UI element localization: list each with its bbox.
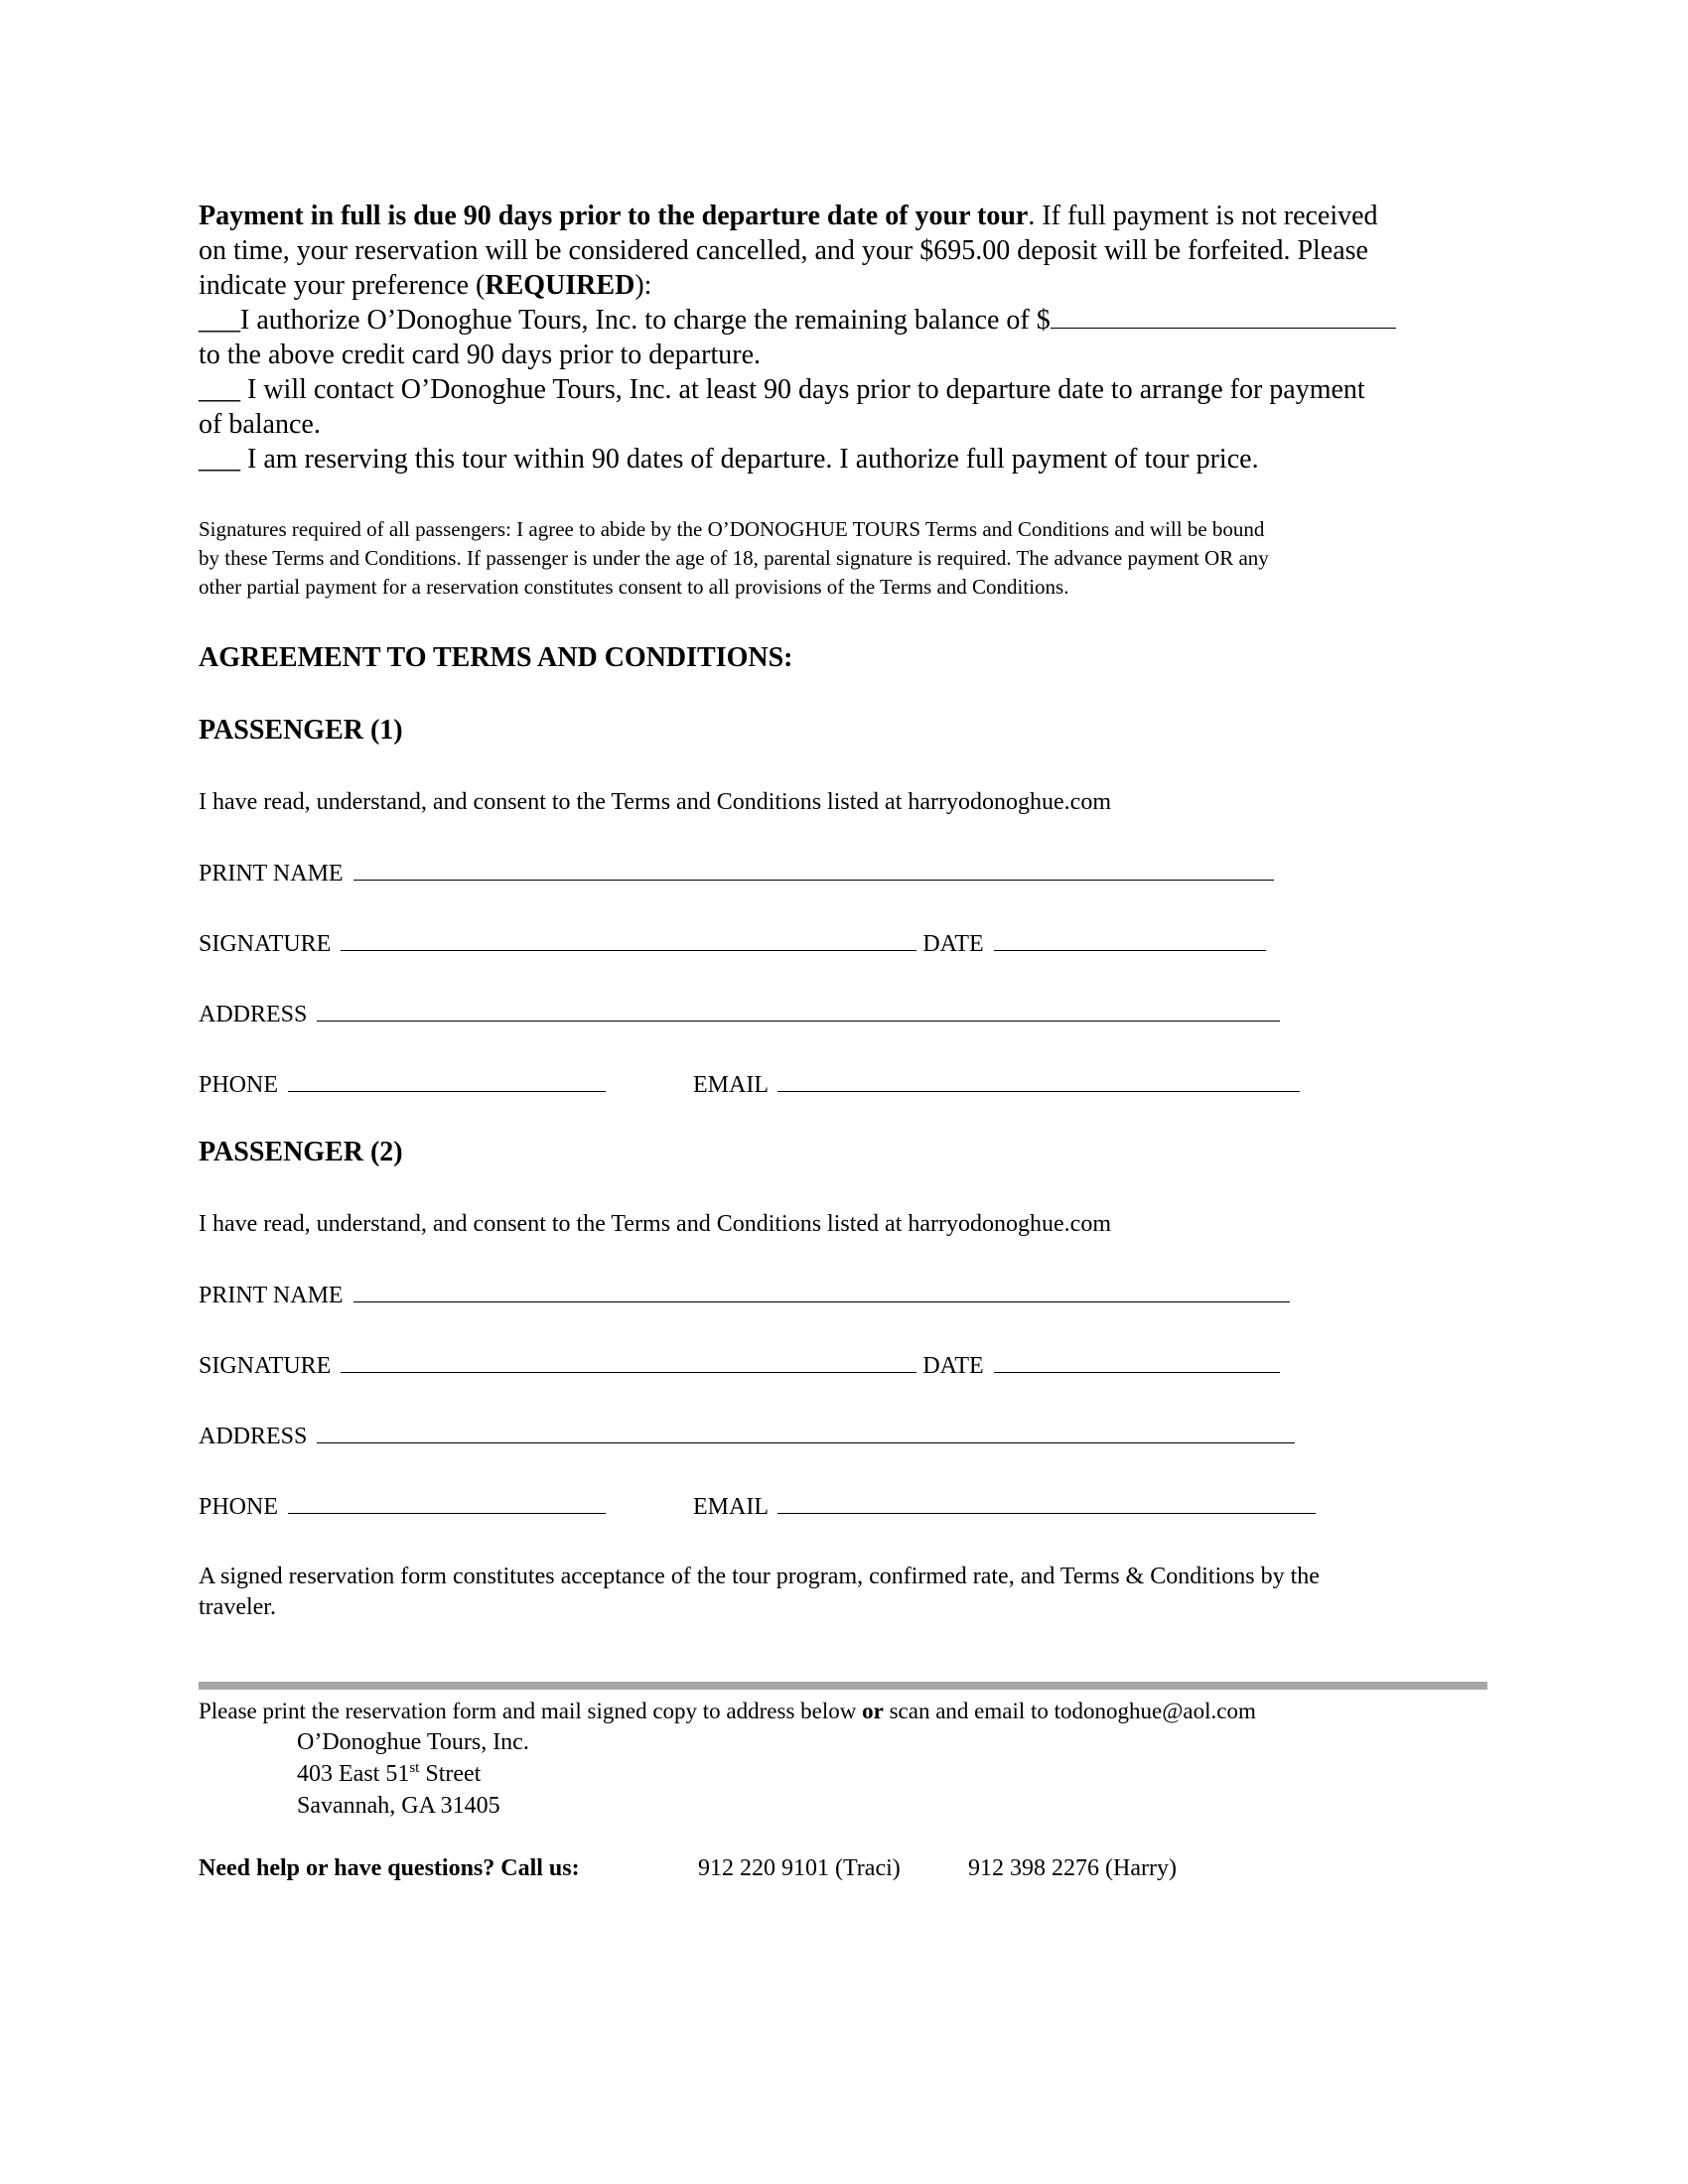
acceptance-line-1: A signed reservation form constitutes acceptance of the tour program, confirmed rate, and Terms & Conditions by the (199, 1564, 1320, 1589)
mail-instructions-post: scan and email to todonoghue@aol.com (883, 1699, 1256, 1723)
option-2-checkline[interactable]: ___ (199, 374, 240, 405)
passenger-1-date-field[interactable] (994, 926, 1266, 951)
signatures-note-line-3: other partial payment for a reservation constitutes consent to all provisions of the Terms and Conditions. (199, 575, 1069, 599)
signature-label: SIGNATURE (199, 1353, 332, 1379)
payment-line-1 (199, 199, 1378, 233)
passenger-2-date-field[interactable] (994, 1348, 1280, 1373)
option-1-text: I authorize O’Donoghue Tours, Inc. to charge the remaining balance of $ (240, 305, 1051, 336)
print-name-label: PRINT NAME (199, 861, 344, 887)
date-label: DATE (922, 1353, 984, 1379)
required-label: REQUIRED (485, 270, 635, 301)
passenger-2-email-row (693, 1489, 1316, 1523)
phone-label: PHONE (199, 1494, 279, 1520)
payment-line-3-pre: indicate your preference ( (199, 270, 486, 301)
passenger-2-print-name-row (199, 1278, 1290, 1311)
signatures-note-line-1: Signatures required of all passengers: I agree to abide by the O’DONOGHUE TOURS Terms and Conditions and will be bound (199, 517, 1265, 541)
address-label: ADDRESS (199, 1424, 308, 1449)
help-label: Need help or have questions? Call us: (199, 1855, 580, 1881)
street-number: 403 East 51 (297, 1761, 410, 1787)
passenger-1-print-name-row (199, 856, 1274, 889)
mail-instructions-or: or (862, 1699, 884, 1723)
payment-bold-intro: Payment in full is due 90 days prior to the departure date of your tour (199, 201, 1029, 231)
acceptance-line-2: traveler. (199, 1594, 276, 1620)
address-label: ADDRESS (199, 1002, 308, 1027)
signatures-note-line-2: by these Terms and Conditions. If passenger is under the age of 18, parental signature is required. The advance payment OR any (199, 546, 1269, 570)
help-phone-harry: 912 398 2276 (Harry) (968, 1855, 1177, 1881)
phone-label: PHONE (199, 1072, 279, 1098)
help-phone-traci: 912 220 9101 (Traci) (698, 1855, 901, 1881)
date-label: DATE (922, 931, 984, 957)
payment-line-3-post: ): (634, 270, 652, 301)
street-suffix: Street (419, 1761, 482, 1787)
street-ordinal: st (409, 1760, 420, 1776)
payment-option-1-line-2: to the above credit card 90 days prior to departure. (199, 340, 762, 370)
footer-divider (199, 1682, 1487, 1690)
passenger-1-email-field[interactable] (777, 1067, 1300, 1092)
mail-instructions (199, 1696, 1256, 1727)
passenger-1-heading: PASSENGER (1) (199, 715, 403, 746)
passenger-1-phone-field[interactable] (288, 1067, 606, 1092)
passenger-1-consent: I have read, understand, and consent to the Terms and Conditions listed at harryodonoghue.com (199, 789, 1111, 815)
passenger-2-signature-row (199, 1348, 1280, 1382)
passenger-1-print-name-field[interactable] (353, 856, 1274, 881)
payment-option-1[interactable] (199, 303, 1396, 338)
option-3-text: I am reserving this tour within 90 dates of departure. I authorize full payment of tour price. (240, 444, 1259, 475)
payment-line-3 (199, 268, 651, 303)
passenger-2-address-field[interactable] (317, 1419, 1295, 1443)
print-name-label: PRINT NAME (199, 1283, 344, 1308)
company-name: O’Donoghue Tours, Inc. (297, 1729, 529, 1755)
agreement-heading: AGREEMENT TO TERMS AND CONDITIONS: (199, 642, 793, 673)
passenger-2-address-row (199, 1419, 1295, 1452)
city-state-zip: Savannah, GA 31405 (297, 1793, 500, 1819)
balance-amount-field[interactable] (1051, 304, 1396, 329)
passenger-1-signature-row (199, 926, 1266, 960)
passenger-2-email-field[interactable] (777, 1489, 1316, 1514)
passenger-2-heading: PASSENGER (2) (199, 1137, 403, 1167)
passenger-2-print-name-field[interactable] (353, 1278, 1290, 1302)
street-address (297, 1758, 481, 1790)
passenger-1-contact-row (199, 1067, 606, 1101)
mail-instructions-pre: Please print the reservation form and mail signed copy to address below (199, 1699, 863, 1723)
passenger-2-phone-field[interactable] (288, 1489, 606, 1514)
signature-label: SIGNATURE (199, 931, 332, 957)
email-label: EMAIL (693, 1072, 769, 1098)
passenger-1-email-row (693, 1067, 1300, 1101)
passenger-2-signature-field[interactable] (341, 1348, 916, 1373)
payment-line-2: on time, your reservation will be considered cancelled, and your $695.00 deposit will be forfeited. Please (199, 235, 1368, 266)
option-2-text: I will contact O’Donoghue Tours, Inc. at least 90 days prior to departure date to arrange for payment (240, 374, 1365, 405)
passenger-1-signature-field[interactable] (341, 926, 916, 951)
option-1-checkline[interactable]: ___ (199, 305, 240, 336)
passenger-2-contact-row (199, 1489, 606, 1523)
passenger-2-consent: I have read, understand, and consent to the Terms and Conditions listed at harryodonoghue.com (199, 1211, 1111, 1237)
passenger-1-address-field[interactable] (317, 997, 1280, 1022)
payment-option-2[interactable] (199, 372, 1365, 407)
passenger-1-address-row (199, 997, 1280, 1030)
email-label: EMAIL (693, 1494, 769, 1520)
payment-option-3[interactable] (199, 442, 1259, 477)
payment-option-2-line-2: of balance. (199, 409, 321, 440)
option-3-checkline[interactable]: ___ (199, 444, 240, 475)
payment-intro-rest: . If full payment is not received (1028, 201, 1378, 231)
